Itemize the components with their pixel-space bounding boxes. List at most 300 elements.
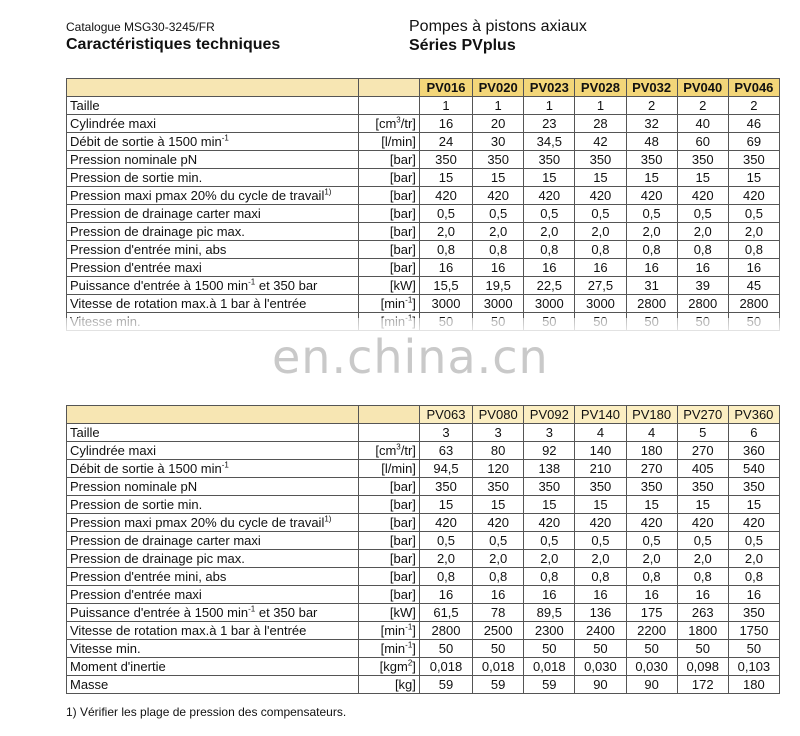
header-blank-unit xyxy=(358,406,419,424)
row-value: 50 xyxy=(524,640,575,658)
row-value: 5 xyxy=(677,424,728,442)
row-value: 1 xyxy=(419,97,472,115)
row-label-sup: -1 xyxy=(248,277,256,287)
row-label-text: Moment d'inertie xyxy=(70,659,166,674)
row-value: 28 xyxy=(575,115,626,133)
row-value: 15 xyxy=(524,169,575,187)
row-label-sup: -1 xyxy=(221,460,229,470)
row-value: 69 xyxy=(728,133,779,151)
row-label-text: Pression d'entrée mini, abs xyxy=(70,242,227,257)
row-label xyxy=(67,550,359,568)
row-value: 15,5 xyxy=(419,277,472,295)
row-label xyxy=(67,115,359,133)
row-label-text: Débit de sortie à 1500 min xyxy=(70,461,222,476)
row-value: 0,103 xyxy=(728,658,779,676)
row-label xyxy=(67,133,359,151)
row-value: 420 xyxy=(524,187,575,205)
row-value: 350 xyxy=(728,604,779,622)
model-header: PV023 xyxy=(524,79,575,97)
row-unit xyxy=(358,658,419,676)
row-label xyxy=(67,277,359,295)
row-label xyxy=(67,259,359,277)
row-label-text: Vitesse min. xyxy=(70,641,141,656)
row-label-text: Taille xyxy=(70,425,100,440)
row-unit-sup: -1 xyxy=(405,622,413,632)
row-value: 19,5 xyxy=(473,277,524,295)
row-value: 2 xyxy=(626,97,677,115)
model-header: PV180 xyxy=(626,406,677,424)
row-value: 0,8 xyxy=(473,568,524,586)
row-value: 180 xyxy=(626,442,677,460)
row-unit-tail: ] xyxy=(412,641,416,656)
row-unit-text: [kgm xyxy=(379,659,408,674)
row-unit-text: [bar] xyxy=(389,170,416,185)
row-value: 2,0 xyxy=(473,223,524,241)
header-blank-label xyxy=(67,406,359,424)
row-value: 2500 xyxy=(473,622,524,640)
row-value: 15 xyxy=(677,169,728,187)
row-unit xyxy=(358,640,419,658)
row-value: 405 xyxy=(677,460,728,478)
row-value: 2,0 xyxy=(524,223,575,241)
table-row xyxy=(67,604,780,622)
row-value: 360 xyxy=(728,442,779,460)
row-unit xyxy=(358,115,419,133)
model-header: PV080 xyxy=(473,406,524,424)
row-label xyxy=(67,514,359,532)
model-header: PV092 xyxy=(524,406,575,424)
row-value: 3 xyxy=(419,424,472,442)
row-value: 23 xyxy=(524,115,575,133)
row-label-text: Cylindrée maxi xyxy=(70,443,156,458)
row-label-sup: 1) xyxy=(324,514,332,524)
row-value: 2800 xyxy=(677,295,728,313)
row-value: 350 xyxy=(473,478,524,496)
row-unit-sup: 2 xyxy=(407,658,413,668)
model-header: PV046 xyxy=(728,79,779,97)
row-value: 16 xyxy=(728,259,779,277)
row-label xyxy=(67,295,359,313)
row-value: 90 xyxy=(626,676,677,694)
row-value: 50 xyxy=(473,640,524,658)
table-row xyxy=(67,295,780,313)
row-value: 350 xyxy=(677,478,728,496)
row-unit xyxy=(358,478,419,496)
row-value: 15 xyxy=(575,496,626,514)
row-value: 0,8 xyxy=(728,568,779,586)
row-label-text: Pression nominale pN xyxy=(70,479,198,494)
row-label xyxy=(67,622,359,640)
row-value: 420 xyxy=(626,187,677,205)
row-label-text: Masse xyxy=(70,677,109,692)
row-value: 270 xyxy=(677,442,728,460)
table-row xyxy=(67,169,780,187)
row-value: 46 xyxy=(728,115,779,133)
row-value: 31 xyxy=(626,277,677,295)
row-unit xyxy=(358,259,419,277)
row-label xyxy=(67,586,359,604)
row-value: 16 xyxy=(473,259,524,277)
row-unit xyxy=(358,586,419,604)
row-value: 48 xyxy=(626,133,677,151)
row-value: 0,030 xyxy=(626,658,677,676)
watermark: en.china.cn xyxy=(272,330,549,384)
row-label-text: Débit de sortie à 1500 min xyxy=(70,134,222,149)
row-unit xyxy=(358,169,419,187)
footnote: 1) Vérifier les plage de pression des compensateurs. xyxy=(66,705,347,719)
row-value: 39 xyxy=(677,277,728,295)
row-value: 2200 xyxy=(626,622,677,640)
row-label-text: Pression de sortie min. xyxy=(70,497,203,512)
row-value: 2,0 xyxy=(524,550,575,568)
row-value: 0,5 xyxy=(524,205,575,223)
row-value: 2,0 xyxy=(677,550,728,568)
row-value: 15 xyxy=(728,169,779,187)
row-value: 1800 xyxy=(677,622,728,640)
row-unit-text: [kg] xyxy=(394,677,416,692)
row-label-sup: -1 xyxy=(221,133,229,143)
row-value: 420 xyxy=(575,514,626,532)
row-label-text: Vitesse de rotation max.à 1 bar à l'entrée xyxy=(70,296,307,311)
row-value: 15 xyxy=(473,496,524,514)
row-value: 2,0 xyxy=(728,223,779,241)
row-label xyxy=(67,460,359,478)
row-label xyxy=(67,151,359,169)
row-unit xyxy=(358,514,419,532)
row-value: 0,8 xyxy=(626,568,677,586)
model-header: PV270 xyxy=(677,406,728,424)
table-row xyxy=(67,151,780,169)
row-label-text: Pression nominale pN xyxy=(70,152,198,167)
table-row xyxy=(67,460,780,478)
row-unit-text: [bar] xyxy=(389,152,416,167)
row-value: 420 xyxy=(473,187,524,205)
row-unit xyxy=(358,424,419,442)
row-value: 350 xyxy=(677,151,728,169)
row-value: 90 xyxy=(575,676,626,694)
row-value: 0,5 xyxy=(419,532,472,550)
model-header: PV040 xyxy=(677,79,728,97)
row-unit xyxy=(358,277,419,295)
row-value: 0,8 xyxy=(419,568,472,586)
row-value: 16 xyxy=(419,259,472,277)
table-row xyxy=(67,532,780,550)
row-value: 24 xyxy=(419,133,472,151)
row-unit-text: [kW] xyxy=(389,605,416,620)
row-value: 0,098 xyxy=(677,658,728,676)
product-line: Pompes à pistons axiaux xyxy=(409,18,587,35)
table-row xyxy=(67,133,780,151)
row-label-text: Pression maxi pmax 20% du cycle de travail xyxy=(70,188,325,203)
row-value: 34,5 xyxy=(524,133,575,151)
row-unit-text: [min xyxy=(380,296,406,311)
row-value: 210 xyxy=(575,460,626,478)
row-unit xyxy=(358,205,419,223)
row-unit-text: [bar] xyxy=(389,515,416,530)
row-label xyxy=(67,97,359,115)
row-label xyxy=(67,676,359,694)
row-label-sup: 1) xyxy=(324,187,332,197)
row-value: 2,0 xyxy=(419,550,472,568)
row-value: 3 xyxy=(524,424,575,442)
row-label-text: Pression d'entrée mini, abs xyxy=(70,569,227,584)
row-value: 350 xyxy=(473,151,524,169)
row-value: 15 xyxy=(419,169,472,187)
row-unit-tail: ] xyxy=(412,659,416,674)
row-value: 78 xyxy=(473,604,524,622)
row-label xyxy=(67,442,359,460)
row-label-text: Pression maxi pmax 20% du cycle de travail xyxy=(70,515,325,530)
row-value: 22,5 xyxy=(524,277,575,295)
row-value: 350 xyxy=(524,478,575,496)
row-label xyxy=(67,187,359,205)
row-value: 16 xyxy=(626,586,677,604)
row-unit xyxy=(358,676,419,694)
row-value: 420 xyxy=(728,187,779,205)
row-value: 42 xyxy=(575,133,626,151)
row-label-text: Pression de drainage carter maxi xyxy=(70,206,261,221)
row-value: 350 xyxy=(419,478,472,496)
row-value: 0,5 xyxy=(626,205,677,223)
row-value: 50 xyxy=(626,640,677,658)
row-value: 50 xyxy=(677,640,728,658)
row-label-text: Pression d'entrée maxi xyxy=(70,587,202,602)
row-unit xyxy=(358,151,419,169)
row-label-text: Cylindrée maxi xyxy=(70,116,156,131)
header-blank-label xyxy=(67,79,359,97)
row-value: 0,018 xyxy=(524,658,575,676)
row-value: 2800 xyxy=(419,622,472,640)
row-label xyxy=(67,223,359,241)
row-unit-text: [cm xyxy=(375,443,397,458)
row-value: 2800 xyxy=(626,295,677,313)
row-value: 0,8 xyxy=(524,241,575,259)
table-row xyxy=(67,550,780,568)
row-unit-sup: -1 xyxy=(405,295,413,305)
row-label xyxy=(67,640,359,658)
row-value: 420 xyxy=(419,514,472,532)
row-unit xyxy=(358,187,419,205)
row-value: 420 xyxy=(419,187,472,205)
row-value: 15 xyxy=(677,496,728,514)
table-row xyxy=(67,658,780,676)
row-value: 3000 xyxy=(473,295,524,313)
row-value: 0,8 xyxy=(677,568,728,586)
row-value: 50 xyxy=(575,640,626,658)
row-label-text: Vitesse de rotation max.à 1 bar à l'entrée xyxy=(70,623,307,638)
row-value: 350 xyxy=(728,151,779,169)
row-value: 59 xyxy=(419,676,472,694)
row-value: 2,0 xyxy=(626,550,677,568)
row-value: 15 xyxy=(524,496,575,514)
row-value: 2,0 xyxy=(626,223,677,241)
row-unit-text: [bar] xyxy=(389,479,416,494)
row-value: 15 xyxy=(626,496,677,514)
row-value: 120 xyxy=(473,460,524,478)
series-title: Séries PVplus xyxy=(409,37,516,54)
row-unit-text: [min xyxy=(380,641,406,656)
row-label-text: Puissance d'entrée à 1500 min xyxy=(70,605,249,620)
row-label-text: Puissance d'entrée à 1500 min xyxy=(70,278,249,293)
row-value: 350 xyxy=(626,478,677,496)
row-value: 175 xyxy=(626,604,677,622)
row-value: 0,8 xyxy=(575,568,626,586)
row-label-text: Pression de drainage pic max. xyxy=(70,224,245,239)
row-value: 60 xyxy=(677,133,728,151)
row-value: 50 xyxy=(728,640,779,658)
row-unit xyxy=(358,223,419,241)
row-label-tail: et 350 bar xyxy=(255,278,318,293)
row-value: 16 xyxy=(524,259,575,277)
row-unit xyxy=(358,532,419,550)
header-right xyxy=(409,18,587,55)
header-blank-unit xyxy=(358,79,419,97)
table-row xyxy=(67,676,780,694)
row-value: 2 xyxy=(677,97,728,115)
row-unit-text: [kW] xyxy=(389,278,416,293)
row-unit-tail: ] xyxy=(412,623,416,638)
row-value: 3000 xyxy=(575,295,626,313)
row-value: 350 xyxy=(524,151,575,169)
row-label-tail: et 350 bar xyxy=(255,605,318,620)
table-row xyxy=(67,97,780,115)
spec-table-1 xyxy=(66,78,780,331)
row-value: 16 xyxy=(677,586,728,604)
row-value: 89,5 xyxy=(524,604,575,622)
row-value: 0,5 xyxy=(677,532,728,550)
row-label xyxy=(67,241,359,259)
row-value: 0,5 xyxy=(626,532,677,550)
row-value: 30 xyxy=(473,133,524,151)
model-header: PV032 xyxy=(626,79,677,97)
row-unit xyxy=(358,550,419,568)
row-value: 0,5 xyxy=(728,532,779,550)
row-value: 2,0 xyxy=(728,550,779,568)
row-value: 40 xyxy=(677,115,728,133)
row-value: 0,8 xyxy=(473,241,524,259)
row-value: 420 xyxy=(728,514,779,532)
row-value: 1 xyxy=(524,97,575,115)
row-value: 15 xyxy=(728,496,779,514)
row-value: 0,8 xyxy=(575,241,626,259)
row-value: 2,0 xyxy=(473,550,524,568)
table-row xyxy=(67,223,780,241)
section-title: Caractéristiques techniques xyxy=(66,36,281,53)
row-unit xyxy=(358,568,419,586)
row-value: 138 xyxy=(524,460,575,478)
table-row xyxy=(67,586,780,604)
row-value: 420 xyxy=(473,514,524,532)
row-value: 0,5 xyxy=(677,205,728,223)
table-row xyxy=(67,568,780,586)
row-unit-tail: /tr] xyxy=(400,443,416,458)
catalogue-ref: Catalogue MSG30-3245/FR xyxy=(66,20,215,34)
row-value: 3000 xyxy=(419,295,472,313)
table-row xyxy=(67,259,780,277)
row-value: 6 xyxy=(728,424,779,442)
row-value: 61,5 xyxy=(419,604,472,622)
model-header: PV063 xyxy=(419,406,472,424)
header-left xyxy=(66,20,280,54)
model-header: PV360 xyxy=(728,406,779,424)
row-value: 15 xyxy=(473,169,524,187)
row-unit xyxy=(358,241,419,259)
row-label-text: Pression de drainage carter maxi xyxy=(70,533,261,548)
table-row xyxy=(67,277,780,295)
row-label xyxy=(67,169,359,187)
row-value: 0,8 xyxy=(728,241,779,259)
row-value: 2,0 xyxy=(575,223,626,241)
row-value: 420 xyxy=(677,514,728,532)
row-unit xyxy=(358,442,419,460)
row-label-sup: -1 xyxy=(248,604,256,614)
row-value: 0,5 xyxy=(524,532,575,550)
table-row xyxy=(67,442,780,460)
row-unit-sup: 3 xyxy=(396,115,401,125)
row-unit-text: [bar] xyxy=(389,224,416,239)
row-value: 180 xyxy=(728,676,779,694)
row-value: 16 xyxy=(575,259,626,277)
row-value: 2,0 xyxy=(419,223,472,241)
row-label-text: Taille xyxy=(70,98,100,113)
row-value: 350 xyxy=(575,151,626,169)
row-label-text: Pression de drainage pic max. xyxy=(70,551,245,566)
table-row xyxy=(67,640,780,658)
row-unit xyxy=(358,460,419,478)
row-unit-text: [bar] xyxy=(389,497,416,512)
table-row xyxy=(67,205,780,223)
row-value: 0,018 xyxy=(419,658,472,676)
model-header: PV140 xyxy=(575,406,626,424)
row-value: 16 xyxy=(419,586,472,604)
row-value: 94,5 xyxy=(419,460,472,478)
row-value: 20 xyxy=(473,115,524,133)
row-value: 16 xyxy=(473,586,524,604)
row-unit-text: [bar] xyxy=(389,533,416,548)
row-value: 2800 xyxy=(728,295,779,313)
row-label xyxy=(67,568,359,586)
row-label xyxy=(67,604,359,622)
table-row xyxy=(67,478,780,496)
row-value: 2,0 xyxy=(677,223,728,241)
row-unit xyxy=(358,604,419,622)
row-unit-sup: 3 xyxy=(396,442,401,452)
row-value: 0,5 xyxy=(419,205,472,223)
row-unit-text: [bar] xyxy=(389,587,416,602)
row-unit xyxy=(358,622,419,640)
row-unit-text: [bar] xyxy=(389,188,416,203)
row-value: 0,5 xyxy=(575,532,626,550)
row-label xyxy=(67,496,359,514)
model-header: PV016 xyxy=(419,79,472,97)
row-unit xyxy=(358,295,419,313)
model-header-row xyxy=(67,406,780,424)
row-value: 350 xyxy=(626,151,677,169)
row-value: 15 xyxy=(419,496,472,514)
row-value: 350 xyxy=(728,478,779,496)
row-value: 140 xyxy=(575,442,626,460)
model-header-row xyxy=(67,79,780,97)
row-unit-text: [bar] xyxy=(389,260,416,275)
spec-table-2 xyxy=(66,405,780,694)
row-label xyxy=(67,478,359,496)
row-value: 1750 xyxy=(728,622,779,640)
row-unit-text: [bar] xyxy=(389,242,416,257)
row-value: 45 xyxy=(728,277,779,295)
row-unit-text: [bar] xyxy=(389,569,416,584)
row-value: 50 xyxy=(419,640,472,658)
row-value: 0,5 xyxy=(728,205,779,223)
